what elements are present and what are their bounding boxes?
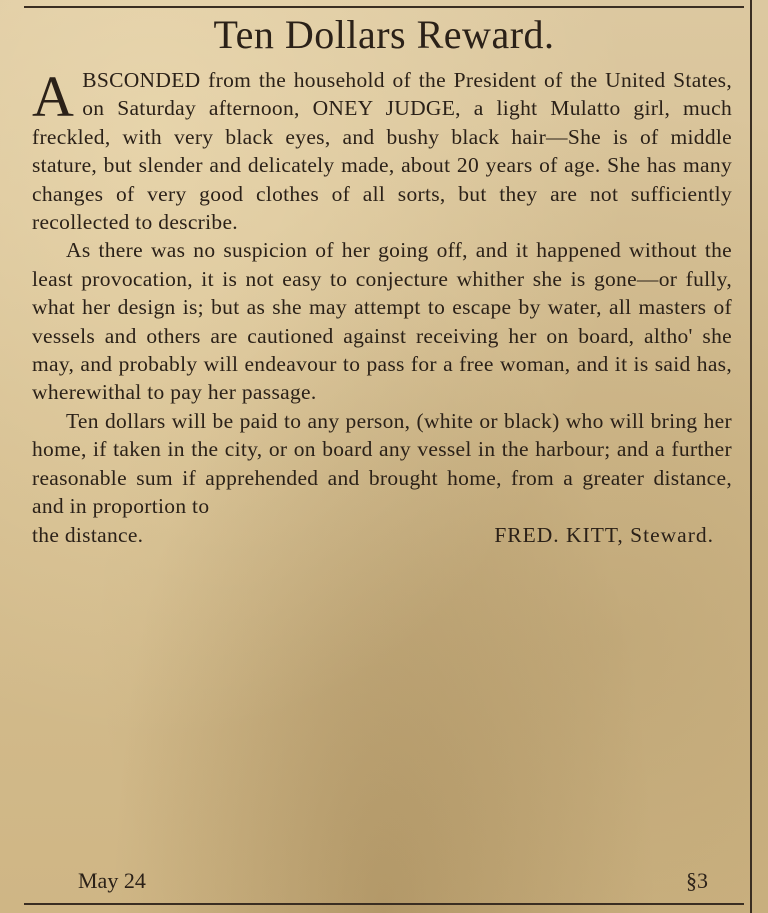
ad-footer (78, 867, 708, 895)
date-line: May 24 (78, 868, 146, 893)
paragraph-3: Ten dollars will be paid to any person, (white or black) who will bring her home, if taken in the city, or on board any vessel in the harbour; and a further reasonable sum if apprehended and brought home, from a greater distance, and in proportion to (32, 408, 732, 519)
issue-mark: §3 (686, 868, 708, 893)
signature-line (32, 521, 732, 549)
bottom-rule (24, 903, 744, 905)
ad-body (32, 66, 732, 549)
column-rule (750, 0, 752, 913)
paragraph-3-end: the distance. (32, 522, 144, 547)
signature: FRED. KITT, Steward. (494, 522, 714, 547)
drop-cap: A (32, 64, 75, 129)
paragraph-2: As there was no suspicion of her going off, and it happened without the least provocation, it is not easy to conjecture whither she is gone—or fully, what her design is; but as she may attempt to escape by water, all masters of vessels and others are cautioned against receiving her on board, altho' she may, and probably will endeavour to pass for a free woman, and it is said has, wherewithal to pay her passage. (32, 238, 732, 405)
paragraph-1-text: BSCONDED from the household of the President of the United States, on Saturday afternoon, ONEY JUDGE, a light Mulatto girl, much freckled, with very black eyes, and bushy black hair—She is of middle stature, but slender and delicately made, about 20 years of age. She has many changes of very good clothes of all sorts, but they are not sufficiently recollected to describe. (32, 68, 732, 235)
paragraph-1 (32, 66, 732, 236)
top-rule (24, 6, 744, 8)
ad-title: Ten Dollars Reward. (213, 12, 555, 57)
